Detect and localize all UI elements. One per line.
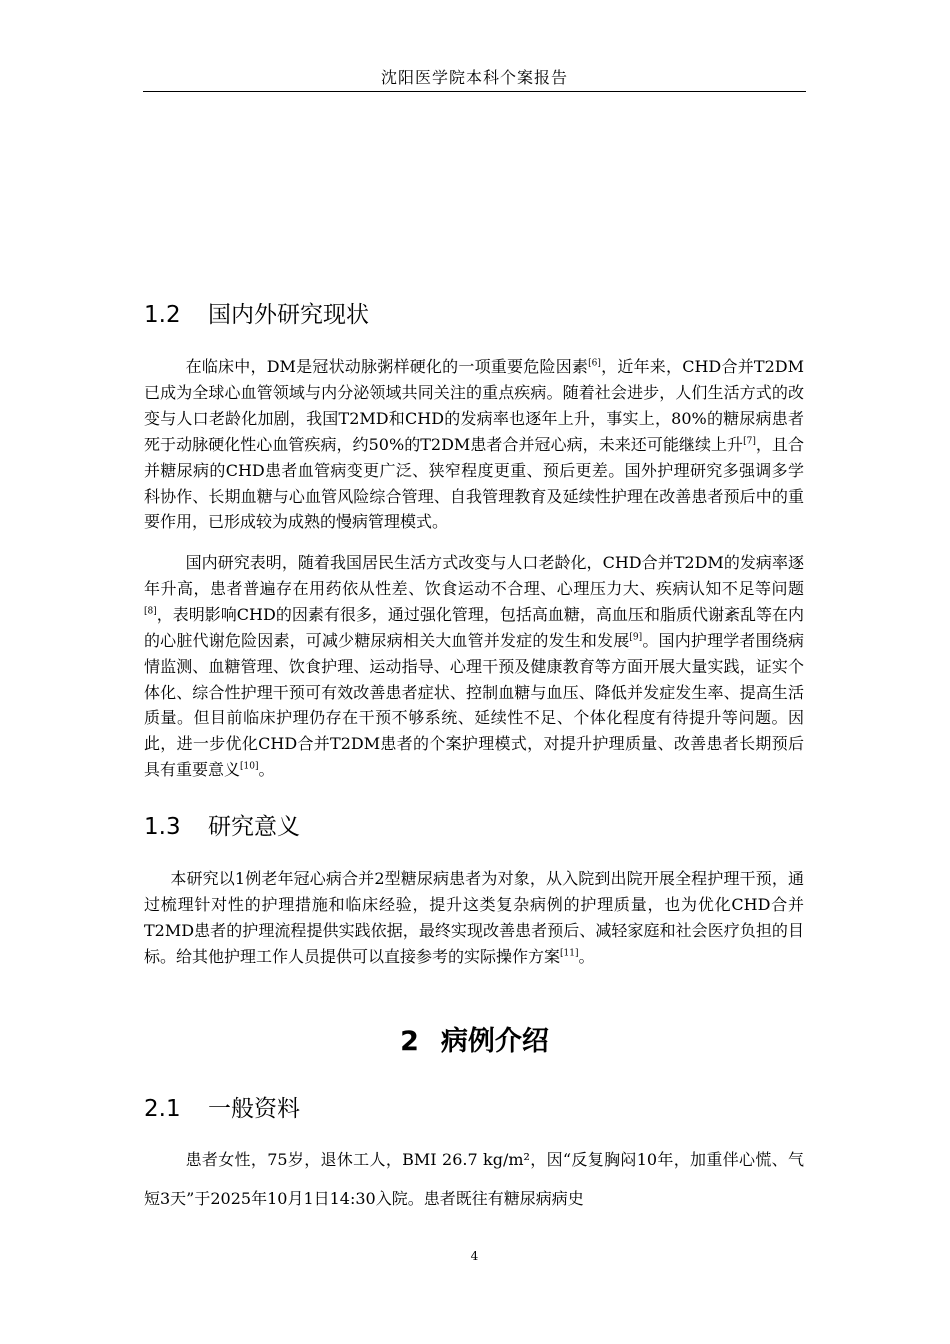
paragraph-text: 。国内护理学者围绕病情监测、血糖管理、饮食护理、运动指导、心理干预及健康教育等方面开展大量实践，证实个体化、综合性护理干预可有效改善患者症状、控制血糖与血压、降低并发症发生率、提高生活质量。但目前临床护理仍存在干预不够系统、延续性不足、个体化程度有待提升等问题。因此，进一步优化CHD合并T2DM患者的个案护理模式，对提升护理质量、改善患者长期预后具有重要意义 bbox=[144, 630, 804, 780]
section-number: 2.1 bbox=[144, 1096, 181, 1122]
section-title: 一般资料 bbox=[208, 1096, 300, 1122]
section-heading-1-3 bbox=[144, 812, 300, 842]
chapter-heading-2 bbox=[143, 1025, 806, 1059]
page-number: 4 bbox=[470, 1249, 479, 1263]
citation-ref: [7] bbox=[743, 435, 756, 446]
header-rule bbox=[143, 91, 806, 92]
citation-ref: [8] bbox=[144, 606, 157, 617]
section-number: 1.3 bbox=[144, 814, 181, 840]
citation-ref: [10] bbox=[240, 761, 259, 772]
paragraph-text: 本研究以1例老年冠心病合并2型糖尿病患者为对象，从入院到出院开展全程护理干预，通过梳理针对性的护理措施和临床经验，提升这类复杂病例的护理质量，也为优化CHD合并T2MD患者的护理流程提供实践依据，最终实现改善患者预后、减轻家庭和社会医疗负担的目标。给其他护理工作人员提供可以直接参考的实际操作方案 bbox=[144, 869, 804, 966]
paragraph-1-3 bbox=[144, 866, 804, 970]
paragraph-1-2-b bbox=[144, 550, 804, 783]
citation-ref: [6] bbox=[588, 358, 601, 369]
section-title: 研究意义 bbox=[208, 814, 300, 840]
section-heading-2-1 bbox=[144, 1094, 300, 1124]
paragraph-text: ，且合并糖尿病的CHD患者血管病变更广泛、狭窄程度更重、预后更差。国外护理研究多强调多学科协作、长期血糖与心血管风险综合管理、自我管理教育及延续性护理在改善患者预后中的重要作用，已形成较为成熟的慢病管理模式。 bbox=[144, 434, 804, 532]
chapter-title: 病例介绍 bbox=[440, 1026, 549, 1057]
paragraph-text: 。 bbox=[258, 760, 275, 780]
paragraph-text: 患者女性，75岁，退休工人，BMI 26.7 kg/m²，因“反复胸闷10年，加重伴心慌、气短3天”于2025年10月1日14:30入院。患者既往有糖尿病病史 bbox=[144, 1150, 804, 1208]
paragraph-1-2-a bbox=[144, 354, 804, 535]
paragraph-text: 。 bbox=[578, 946, 595, 966]
citation-ref: [9] bbox=[629, 631, 643, 642]
paragraph-text: 在临床中，DM是冠状动脉粥样硬化的一项重要危险因素 bbox=[185, 357, 589, 376]
section-title: 国内外研究现状 bbox=[208, 302, 369, 328]
running-header: 沈阳医学院本科个案报告 bbox=[380, 68, 568, 87]
chapter-number: 2 bbox=[400, 1026, 419, 1057]
section-heading-1-2 bbox=[144, 300, 369, 330]
paragraph-text: ，近年来，CHD合并T2DM已成为全球心血管领域与内分泌领域共同关注的重点疾病。随着社会进步，人们生活方式的改变与人口老龄化加剧，我国T2MD和CHD的发病率也逐年上升，事实上，80%的糖尿病患者死于动脉硬化性心血管疾病，约50%的T2DM患者合并冠心病，未来还可能继续上升 bbox=[144, 357, 804, 454]
section-number: 1.2 bbox=[144, 302, 181, 328]
paragraph-2-1 bbox=[144, 1140, 804, 1218]
paragraph-text: ，表明影响CHD的因素有很多，通过强化管理，包括高血糖，高血压和脂质代谢紊乱等在内的心脏代谢危险因素，可减少糖尿病相关大血管并发症的发生和发展 bbox=[144, 604, 804, 650]
citation-ref: [11] bbox=[560, 947, 579, 958]
paragraph-text: 国内研究表明，随着我国居民生活方式改变与人口老龄化，CHD合并T2DM的发病率逐年升高，患者普遍存在用药依从性差、饮食运动不合理、心理压力大、疾病认知不足等问题 bbox=[144, 553, 804, 598]
